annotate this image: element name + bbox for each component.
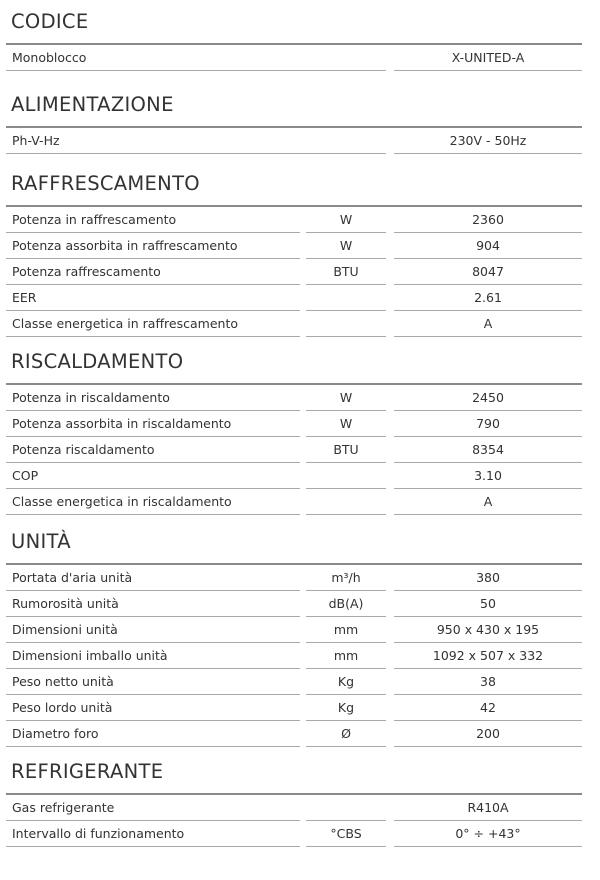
section-title: REFRIGERANTE xyxy=(11,760,164,783)
spec-unit xyxy=(306,795,386,821)
spec-value: 230V - 50Hz xyxy=(449,133,527,148)
spec-value: 8354 xyxy=(472,442,504,457)
spec-label: Peso lordo unità xyxy=(12,700,113,715)
spec-label: Potenza assorbita in raffrescamento xyxy=(12,238,238,253)
section-title: UNITÀ xyxy=(11,530,71,553)
spec-row xyxy=(6,437,582,463)
spec-value: A xyxy=(483,316,493,331)
spec-row xyxy=(6,45,582,71)
spec-value: 904 xyxy=(476,238,500,253)
spec-row xyxy=(6,385,582,411)
spec-value: 42 xyxy=(480,700,496,715)
spec-row xyxy=(6,411,582,437)
spec-value: 380 xyxy=(476,570,500,585)
spec-row xyxy=(6,128,582,154)
spec-row xyxy=(6,669,582,695)
spec-label: COP xyxy=(12,468,39,483)
spec-unit: m³/h xyxy=(331,570,361,585)
spec-label: Portata d'aria unità xyxy=(12,570,133,585)
spec-row xyxy=(6,233,582,259)
spec-unit: W xyxy=(339,212,353,227)
spec-unit: W xyxy=(339,238,353,253)
spec-label: Classe energetica in riscaldamento xyxy=(12,494,232,509)
spec-value: A xyxy=(483,494,493,509)
spec-label: Potenza in riscaldamento xyxy=(12,390,170,405)
spec-value: 50 xyxy=(480,596,496,611)
spec-row xyxy=(6,565,582,591)
spec-unit: Ø xyxy=(341,726,351,741)
spec-label: Potenza in raffrescamento xyxy=(12,212,177,227)
spec-unit xyxy=(306,285,386,311)
spec-value: R410A xyxy=(467,800,509,815)
spec-row xyxy=(6,285,582,311)
spec-row xyxy=(6,489,582,515)
spec-unit: mm xyxy=(333,648,359,663)
spec-label: Potenza riscaldamento xyxy=(12,442,155,457)
spec-row xyxy=(6,207,582,233)
spec-label: Rumorosità unità xyxy=(12,596,119,611)
spec-row xyxy=(6,795,582,821)
spec-value: 2.61 xyxy=(474,290,502,305)
spec-value: 2360 xyxy=(472,212,504,227)
spec-label: Ph-V-Hz xyxy=(12,133,60,148)
section-title: RAFFRESCAMENTO xyxy=(11,172,200,195)
spec-value: 38 xyxy=(480,674,496,689)
spec-row xyxy=(6,643,582,669)
spec-row xyxy=(6,695,582,721)
spec-row xyxy=(6,591,582,617)
spec-unit: BTU xyxy=(333,442,359,457)
spec-label: Potenza assorbita in riscaldamento xyxy=(12,416,232,431)
spec-label: Peso netto unità xyxy=(12,674,114,689)
spec-row xyxy=(6,463,582,489)
spec-value: 1092 x 507 x 332 xyxy=(432,648,544,663)
spec-unit: Kg xyxy=(337,700,355,715)
spec-unit: °CBS xyxy=(330,826,362,841)
spec-value: 2450 xyxy=(472,390,504,405)
spec-unit: dB(A) xyxy=(328,596,364,611)
spec-value: 0° ÷ +43° xyxy=(455,826,521,841)
section-title: CODICE xyxy=(11,10,89,33)
spec-unit xyxy=(306,463,386,489)
section-title: RISCALDAMENTO xyxy=(11,350,184,373)
spec-label: Intervallo di funzionamento xyxy=(12,826,185,841)
spec-unit: W xyxy=(339,390,353,405)
spec-value: 8047 xyxy=(472,264,504,279)
spec-label: Potenza raffrescamento xyxy=(12,264,161,279)
spec-unit xyxy=(306,311,386,337)
spec-label: EER xyxy=(12,290,37,305)
spec-label: Dimensioni unità xyxy=(12,622,118,637)
spec-label: Diametro foro xyxy=(12,726,99,741)
section-title: ALIMENTAZIONE xyxy=(11,93,174,116)
spec-label: Dimensioni imballo unità xyxy=(12,648,168,663)
spec-row xyxy=(6,259,582,285)
spec-row xyxy=(6,821,582,847)
spec-row xyxy=(6,311,582,337)
spec-value: 200 xyxy=(476,726,500,741)
spec-value: 3.10 xyxy=(474,468,502,483)
spec-unit: BTU xyxy=(333,264,359,279)
spec-value: X-UNITED-A xyxy=(451,50,525,65)
spec-unit xyxy=(306,489,386,515)
spec-value: 790 xyxy=(476,416,500,431)
row-rule xyxy=(6,153,386,154)
spec-value: 950 x 430 x 195 xyxy=(436,622,540,637)
spec-unit: mm xyxy=(333,622,359,637)
spec-unit: Kg xyxy=(337,674,355,689)
spec-label: Classe energetica in raffrescamento xyxy=(12,316,238,331)
spec-label: Monoblocco xyxy=(12,50,87,65)
spec-unit: W xyxy=(339,416,353,431)
spec-row xyxy=(6,721,582,747)
spec-label: Gas refrigerante xyxy=(12,800,115,815)
spec-row xyxy=(6,617,582,643)
